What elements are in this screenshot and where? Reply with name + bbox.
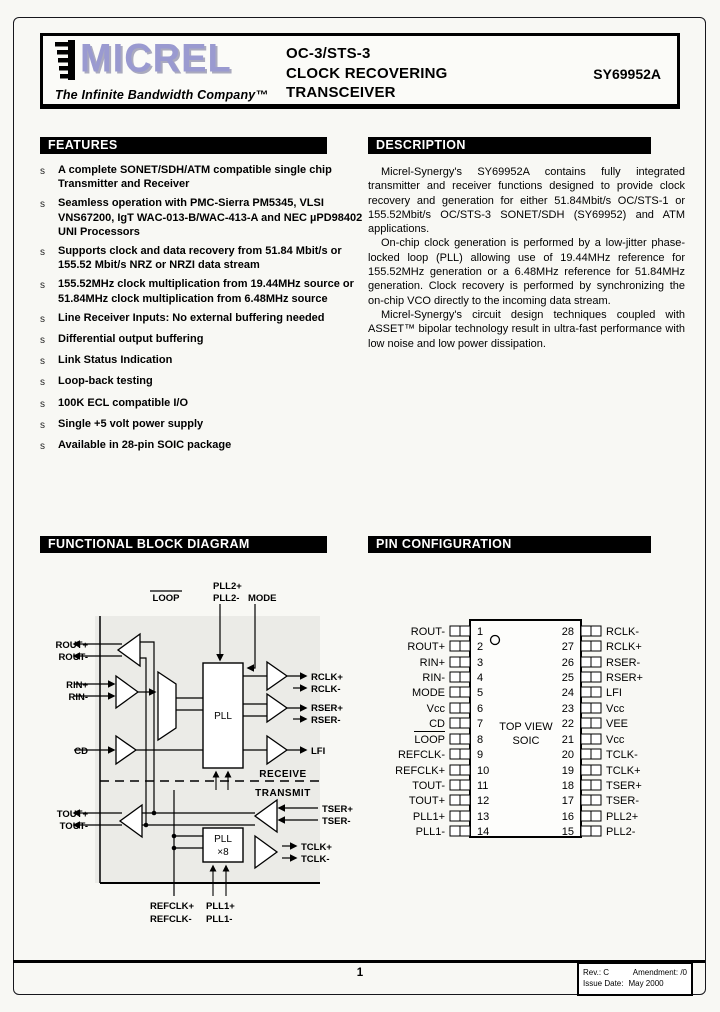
tclk-minus-label: TCLK- <box>301 854 330 865</box>
bullet-glyph: s <box>40 335 45 347</box>
lfi-label: LFI <box>311 746 326 757</box>
rin-plus-label: RIN+ <box>66 680 88 691</box>
pin-24-number: 24 <box>561 687 574 699</box>
logo <box>55 36 269 102</box>
pin-row <box>562 826 636 838</box>
pin-18-label: TSER+ <box>606 780 642 792</box>
pin-23-number: 23 <box>561 703 574 715</box>
receive-pll-label: PLL <box>214 711 232 722</box>
pin-22-label: VEE <box>606 718 629 730</box>
pin-5-number: 5 <box>477 687 484 699</box>
pin-16-number: 16 <box>561 811 574 823</box>
rser-plus-label: RSER+ <box>311 703 343 714</box>
header <box>40 33 680 109</box>
pin-6-label: Vcc <box>426 703 445 715</box>
pin-6-number: 6 <box>477 703 484 715</box>
title-line-2: CLOCK RECOVERING <box>286 64 448 82</box>
pin-27-label: RCLK+ <box>606 641 642 653</box>
pin-14-label: PLL1- <box>415 826 445 838</box>
loop-label: LOOP <box>152 593 180 604</box>
pll2-plus-label: PLL2+ <box>213 581 242 592</box>
refclk-plus-label: REFCLK+ <box>150 901 195 912</box>
feature-item <box>40 353 364 369</box>
tout-plus-label: TOUT+ <box>56 809 88 820</box>
feature-item <box>40 244 364 272</box>
feature-text: Supports clock and data recovery from 51.84 Mbit/s or 155.52 Mbit/s NRZ or NRZI data stream <box>58 245 342 272</box>
pin-17-number: 17 <box>561 795 574 807</box>
pin-3-number: 3 <box>477 657 484 669</box>
pin-10-label: REFCLK+ <box>395 765 445 777</box>
pin-17-label: TSER- <box>606 795 639 807</box>
pin-10-number: 10 <box>477 765 490 777</box>
pin-row <box>562 718 628 730</box>
pin-15-label: PLL2- <box>606 826 636 838</box>
pin-row <box>416 826 490 838</box>
pin-2-number: 2 <box>477 641 484 653</box>
pin-row <box>562 749 638 761</box>
feature-text: 100K ECL compatible I/O <box>58 396 189 409</box>
pin-26-label: RSER- <box>606 657 641 669</box>
pin-20-label: TCLK- <box>606 749 638 761</box>
pin-row <box>562 687 622 699</box>
pin-4-number: 4 <box>477 672 484 684</box>
refclk-minus-label: REFCLK- <box>150 914 192 925</box>
transmit-pll-mult-label: ×8 <box>217 847 229 858</box>
soic-label: SOIC <box>512 735 540 747</box>
pin-4-label: RIN- <box>422 672 445 684</box>
pin-22-number: 22 <box>561 718 574 730</box>
feature-item <box>40 196 364 239</box>
revision-label: Rev.: C <box>583 968 610 977</box>
pin-configuration-heading: PIN CONFIGURATION <box>368 536 651 553</box>
title-line-3: TRANSCEIVER <box>286 84 396 101</box>
pll1-minus-label: PLL1- <box>206 914 233 925</box>
pin-5-label: MODE <box>412 687 445 699</box>
description-body <box>368 165 685 351</box>
pin-3-label: RIN+ <box>419 657 445 669</box>
functional-block-diagram <box>30 558 360 948</box>
feature-item <box>40 417 364 433</box>
pin-7-label: CD <box>429 718 445 730</box>
pin-26-number: 26 <box>561 657 574 669</box>
revision-box <box>577 962 693 996</box>
feature-text: Seamless operation with PMC-Sierra PM5345, VLSI VNS67200, IgT WAC-013-B/WAC-413-A and NEC µPD98402 UNI Processors <box>58 197 363 238</box>
pin-1-label: ROUT- <box>410 626 445 638</box>
pin-24-label: LFI <box>606 687 622 699</box>
feature-text: 155.52MHz clock multiplication from 19.44MHz source or 51.84MHz clock multiplication from 6.48MHz source <box>58 278 354 305</box>
pin-25-label: RSER+ <box>606 672 643 684</box>
pin-9-label: REFCLK- <box>397 749 445 761</box>
pin-row <box>398 749 483 761</box>
pin-28-label: RCLK- <box>606 626 640 638</box>
pin-row <box>562 703 625 715</box>
tclk-plus-label: TCLK+ <box>301 842 332 853</box>
pin-16-label: PLL2+ <box>606 811 639 823</box>
pin-28-number: 28 <box>561 626 574 638</box>
pin-row <box>562 672 643 684</box>
features-heading: FEATURES <box>40 137 327 154</box>
pin-13-number: 13 <box>477 811 490 823</box>
transmit-pll-label: PLL <box>214 834 232 845</box>
description-paragraph: Micrel-Synergy's SY69952A contains fully integrated transmitter and receiver functions designed to provide clock recovery and generation for either 51.84Mbit/s OC/STS-1 or 155.52Mbit/s OC/STS-3 SONET/SDH (SY69952) and ATM applications. <box>368 166 685 236</box>
transmit-section-label: TRANSMIT <box>255 788 311 799</box>
pin-row <box>562 626 640 638</box>
pin-row <box>409 795 489 807</box>
bullet-glyph: s <box>40 398 45 410</box>
feature-item <box>40 396 364 412</box>
description-paragraph: Micrel-Synergy's circuit design techniques coupled with ASSET™ bipolar technology result in ultra-fast performance with low noise and low power dissipation. <box>368 308 685 350</box>
micrel-comb-icon <box>55 40 77 85</box>
pin-14-number: 14 <box>477 826 490 838</box>
pin-19-number: 19 <box>561 765 574 777</box>
bullet-glyph: s <box>40 419 45 431</box>
logo-wordmark: MICREL <box>80 36 232 82</box>
feature-item <box>40 374 364 390</box>
pin-15-number: 15 <box>561 826 574 838</box>
pin-row <box>562 780 642 792</box>
issue-date-value: May 2000 <box>628 979 664 988</box>
rser-minus-label: RSER- <box>311 715 341 726</box>
pin-12-number: 12 <box>477 795 490 807</box>
description-heading: DESCRIPTION <box>368 137 651 154</box>
logo-tagline: The Infinite Bandwidth Company™ <box>55 88 269 102</box>
rout-plus-label: ROUT+ <box>55 640 88 651</box>
receive-section-label: RECEIVE <box>259 769 307 780</box>
pin-8-number: 8 <box>477 734 484 746</box>
bullet-glyph: s <box>40 356 45 368</box>
pin-19-label: TCLK+ <box>606 765 641 777</box>
bullet-glyph: s <box>40 247 45 259</box>
pin-25-number: 25 <box>561 672 574 684</box>
mode-label: MODE <box>248 593 277 604</box>
pin-8-label: LOOP <box>414 734 445 746</box>
feature-text: Loop-back testing <box>58 375 153 388</box>
pin-9-number: 9 <box>477 749 484 761</box>
pin-18-number: 18 <box>561 780 574 792</box>
title-line-1: OC-3/STS-3 <box>286 45 371 62</box>
pin-row <box>412 780 488 792</box>
pin-row <box>562 765 641 777</box>
tout-minus-label: TOUT- <box>59 821 88 832</box>
feature-text: A complete SONET/SDH/ATM compatible single chip Transmitter and Receiver <box>58 164 332 191</box>
bullet-glyph: s <box>40 377 45 389</box>
pin-row <box>562 811 638 823</box>
pin-20-number: 20 <box>561 749 574 761</box>
mux <box>158 672 176 740</box>
description-paragraph: On-chip clock generation is performed by a low-jitter phase-locked loop (PLL) allowing use of 19.44MHz reference for 155.52MHz generation or a 6.48MHz reference for 51.84MHz generation. Clock recovery is performed by synchronizing the on-chip VCO directly to the incoming data stream. <box>368 237 685 307</box>
rclk-minus-label: RCLK- <box>311 684 341 695</box>
feature-item <box>40 311 364 327</box>
tser-plus-label: TSER+ <box>322 804 353 815</box>
bullet-glyph: s <box>40 199 45 211</box>
pin-12-label: TOUT+ <box>408 795 445 807</box>
features-list <box>40 163 364 459</box>
bullet-glyph: s <box>40 313 45 325</box>
block-diagram-heading: FUNCTIONAL BLOCK DIAGRAM <box>40 536 327 553</box>
cd-label: CD <box>74 746 88 757</box>
pin-2-label: ROUT+ <box>407 641 445 653</box>
feature-item <box>40 438 364 454</box>
rin-minus-label: RIN- <box>68 692 88 703</box>
pin-row <box>562 657 641 669</box>
rclk-plus-label: RCLK+ <box>311 672 343 683</box>
feature-text: Line Receiver Inputs: No external buffering needed <box>58 311 325 324</box>
tser-minus-label: TSER- <box>322 816 351 827</box>
pin-23-label: Vcc <box>606 703 625 715</box>
feature-text: Differential output buffering <box>58 333 204 346</box>
pin-configuration-diagram <box>365 558 695 948</box>
bullet-glyph: s <box>40 280 45 292</box>
pll1-plus-label: PLL1+ <box>206 901 235 912</box>
issue-date-label: Issue Date: <box>583 979 624 988</box>
feature-text: Available in 28-pin SOIC package <box>58 439 232 452</box>
rout-minus-label: ROUT- <box>58 652 88 663</box>
pin-13-label: PLL1+ <box>412 811 445 823</box>
pin-27-number: 27 <box>561 641 574 653</box>
pin-row <box>562 641 642 653</box>
pin-row <box>562 795 640 807</box>
feature-item <box>40 163 364 191</box>
pin-1-number: 1 <box>477 626 484 638</box>
pin-row <box>562 734 625 746</box>
bullet-glyph: s <box>40 441 45 453</box>
bullet-glyph: s <box>40 166 45 177</box>
document-title <box>286 44 448 103</box>
feature-item <box>40 332 364 348</box>
amendment-label: Amendment: /0 <box>632 968 687 977</box>
pin-21-label: Vcc <box>606 734 625 746</box>
feature-text: Link Status Indication <box>58 354 173 367</box>
pin-11-label: TOUT- <box>412 780 445 792</box>
pin-7-number: 7 <box>477 718 484 730</box>
top-view-label: TOP VIEW <box>499 721 553 733</box>
part-number: SY69952A <box>593 66 661 82</box>
pin-11-number: 11 <box>477 780 489 792</box>
page-number: 1 <box>356 967 364 979</box>
feature-text: Single +5 volt power supply <box>58 417 204 430</box>
pin-21-number: 21 <box>561 734 574 746</box>
pll2-minus-label: PLL2- <box>213 593 240 604</box>
pin-row <box>413 811 489 823</box>
feature-item <box>40 277 364 305</box>
